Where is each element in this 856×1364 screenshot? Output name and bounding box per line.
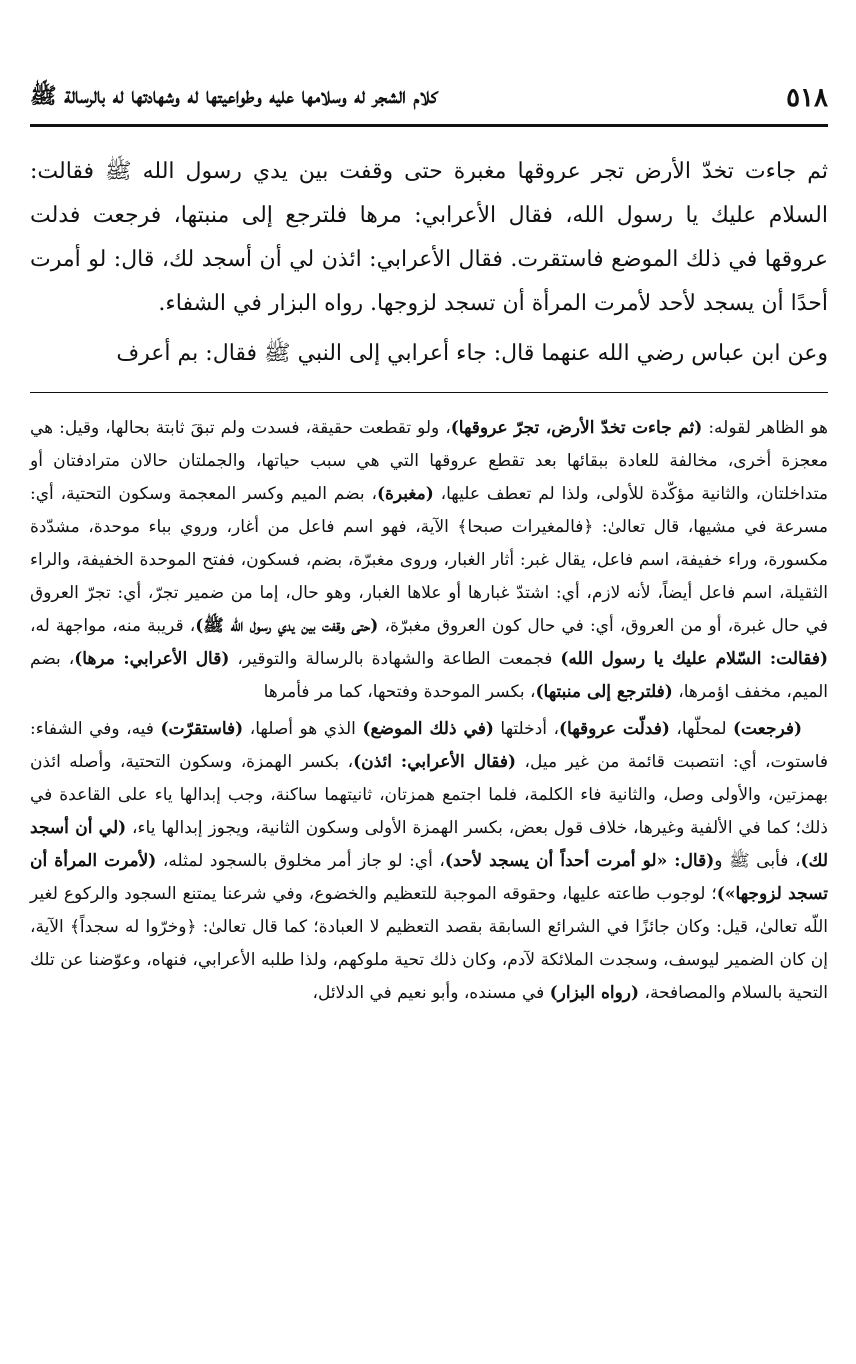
commentary-segment: ، بضم الميم، مخفف اؤمرها، bbox=[30, 649, 828, 702]
quoted-text-segment: (رواه البزار) bbox=[549, 983, 640, 1003]
quoted-text-segment: (فرجعت) bbox=[733, 719, 803, 739]
commentary-segment: فجمعت الطاعة والشهادة بالرسالة والتوقير، bbox=[229, 649, 561, 669]
quoted-text-segment: (قال: «لو أمرت أحداً أن يسجد لأحد) bbox=[444, 851, 715, 871]
book-page bbox=[30, 0, 828, 1364]
commentary-segment: ، أي: لو جاز أمر مخلوق بالسجود لمثله، bbox=[156, 851, 445, 871]
commentary-segment: ، قريبة منه، مواجهة له، bbox=[30, 616, 196, 636]
commentary-paragraph bbox=[30, 713, 828, 1010]
commentary-segment: ، أدخلتها bbox=[493, 719, 559, 739]
commentary-segment: ، بضم الميم وكسر المعجمة وسكون التحتية، أي: مسرعة في مشيها، قال تعالىٰ: ﴿فالمغيرات صبحا﴾ الآية، فهو اسم فاعل من أغار، وروي بباء موحدة، مشدّدة مكسورة، وراء خفيفة، اسم فاعل، يقال غبر: أثار الغبار، وروى مغبرّة، بضم، فسكون، ففتح الموحدة الخفيفة، والراء الثقيلة، اسم فاعل أيضاً، لأنه لازم، أي: اشتدّ غبارها أو علاها الغبار، وهو حال، إما من ضمير تجرّ، أي: تجرّ العروق في حال غبرة، أو من العروق، أي: في حال كون العروق مغبرّة، bbox=[30, 484, 829, 636]
quoted-text-segment: (ثم جاءت تخدّ الأرض، تجرّ عروقها) bbox=[450, 418, 703, 438]
commentary-segment: ، ولو تقطعت حقيقة، فسدت ولم تبقَ ثابتة بحالها، وقيل: هي معجزة أخرى، مخالفة للعادة ببقائها بعد تقطع عروقها التي هي سبب حياتها، والجملتان حالان مترادفتان أو متداخلتان، والثانية مؤكّدة للأولى، ولذا لم تعطف عليها، bbox=[30, 418, 828, 504]
running-title: كلام الشجر له وسلامها عليه وطواعيتها له وشهادتها له بالرسالة ﷺ bbox=[30, 83, 438, 109]
quoted-text-segment: (فدلّت عروقها) bbox=[558, 719, 670, 739]
commentary-segment: ، بكسر الهمزة، وسكون التحتية، وأصله ائذن بهمزتين، والأولى وصل، والثانية فاء الكلمة، فلما اجتمع همزتان، ثانيتهما ساكنة، وجب إبدالها ياء على القاعدة في ذلك؛ كما في الألفية وغيرها، خلاف قول بعض، بكسر الهمزة الأولى وسكون الثانية، ويجوز إبدالها ياء، bbox=[30, 752, 828, 838]
quoted-text-segment: (في ذلك الموضع) bbox=[362, 719, 494, 739]
quoted-text-segment: (قال الأعرابي: مرها) bbox=[74, 649, 230, 669]
commentary-segment: ؛ لوجوب طاعته عليها، وحقوقه الموجبة للتعظيم والخضوع، وفي شرعنا يمتنع السجود والركوع لغير اللّه تعالىٰ، قيل: وكان جائزًا في الشرائع السابقة بقصد التعظيم لا العبادة؛ كما قال تعالىٰ: ﴿وخرّوا له سجداً﴾ الآية، إن كان الضمير ليوسف، وسجدت الملائكة لآدم، وكان ذلك تحية ملوكهم، ولذا طلبه الأعرابي، فنهاه، وعوّضنا عن تلك التحية بالسلام والمصافحة، bbox=[30, 884, 828, 1003]
commentary-segment: فيه، وفي الشفاء: فاستوت، أي: انتصبت قائمة من غير ميل، bbox=[30, 719, 828, 772]
commentary-segment: في مسنده، وأبو نعيم في الدلائل، bbox=[312, 983, 550, 1003]
commentary-paragraph bbox=[30, 412, 828, 709]
quoted-text-segment: (مغبرة) bbox=[376, 484, 434, 504]
quoted-text-segment: (لي أن أسجد لك) bbox=[30, 818, 829, 871]
quoted-text-segment: (فاستقرّت) bbox=[160, 719, 244, 739]
quoted-text-segment: (لأمرت المرأة أن تسجد لزوجها») bbox=[30, 851, 828, 904]
page-header bbox=[30, 78, 828, 118]
quoted-text-segment: (فقالت: السّلام عليك يا رسول الله) bbox=[560, 649, 828, 669]
quoted-text-segment: (حتى وقفت بين يدي رسول الله ﷺ) bbox=[195, 616, 379, 636]
page-number: ٥١٨ bbox=[786, 83, 828, 113]
commentary-segment: ، فأبى ﷺ و bbox=[714, 851, 801, 871]
main-text-paragraph: ثم جاءت تخدّ الأرض تجر عروقها مغبرة حتى وقفت بين يدي رسول الله ﷺ فقالت: السلام عليك يا رسول الله، فقال الأعرابي: مرها فلترجع إلى منبتها، فرجعت فدلت عروقها في ذلك الموضع فاستقرت. فقال الأعرابي: ائذن لي أن أسجد لك، قال: لو أمرت أحدًا أن يسجد لأحد لأمرت المرأة أن تسجد لزوجها. رواه البزار في الشفاء. bbox=[30, 159, 828, 316]
header-rule bbox=[30, 124, 828, 127]
main-text bbox=[30, 150, 828, 376]
commentary-segment: لمحلّها، bbox=[669, 719, 734, 739]
commentary-segment: الذي هو أصلها، bbox=[243, 719, 363, 739]
commentary-segment: ، بكسر الموحدة وفتحها، كما مر فأمرها bbox=[263, 682, 536, 702]
commentary-segment: هو الظاهر لقوله: bbox=[702, 418, 828, 438]
quoted-text-segment: (فقال الأعرابي: ائذن) bbox=[353, 752, 517, 772]
commentary-divider bbox=[30, 392, 828, 393]
commentary bbox=[30, 412, 828, 1010]
quoted-text-segment: (فلترجع إلى منبتها) bbox=[535, 682, 673, 702]
main-text-paragraph: وعن ابن عباس رضي الله عنهما قال: جاء أعرابي إلى النبي ﷺ فقال: بم أعرف bbox=[116, 341, 828, 366]
